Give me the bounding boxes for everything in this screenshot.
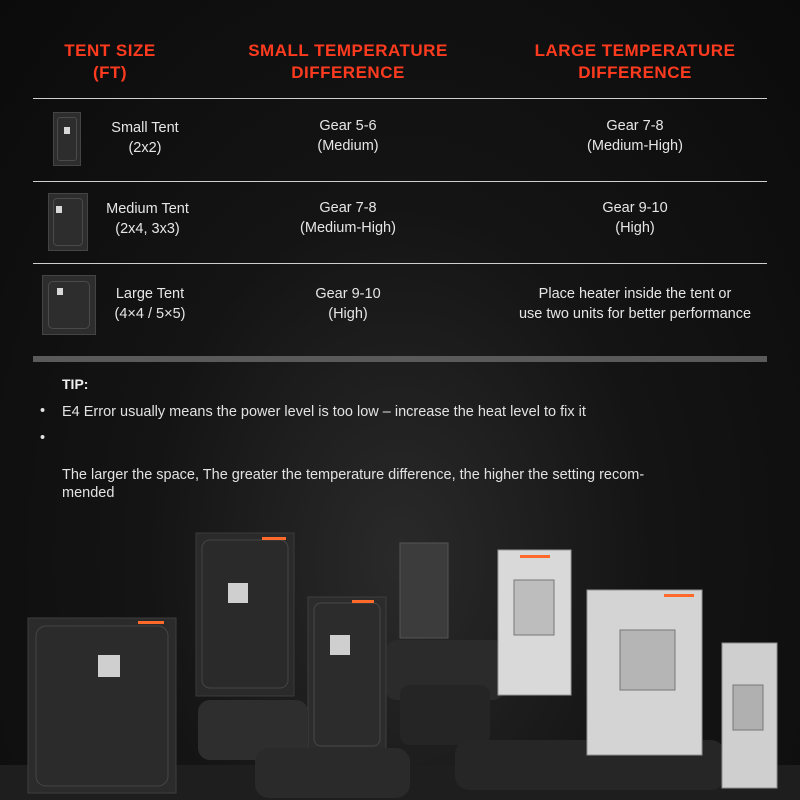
small-tent-icon — [53, 112, 81, 166]
tent-medium-black — [308, 597, 386, 752]
small-diff-level: (Medium-High) — [300, 220, 396, 236]
tent-name: Small Tent — [111, 120, 179, 136]
bullet-icon: • — [40, 430, 46, 446]
header-tent-size: TENT SIZE (FT) — [64, 41, 156, 82]
table-row — [0, 183, 800, 265]
product-scene-illustration — [0, 500, 800, 800]
tent-name: Large Tent — [115, 286, 185, 302]
tip-text: The larger the space, The greater the temperature difference, the higher the setting recom- mended — [62, 467, 645, 501]
table-row — [0, 100, 800, 182]
large-diff-gear: Place heater inside the tent or — [538, 286, 732, 302]
header-large-temp-diff: LARGE TEMPERATURE DIFFERENCE — [534, 41, 736, 82]
header-small-temp-diff: SMALL TEMPERATURE DIFFERENCE — [248, 41, 448, 82]
tent-large-black — [28, 618, 176, 793]
small-diff-gear: Gear 9-10 — [315, 286, 381, 302]
medium-tent-icon — [48, 193, 88, 251]
list-item — [36, 430, 756, 502]
tent-white-small — [722, 643, 777, 788]
tent-size: (4×4 / 5×5) — [114, 306, 186, 322]
table-row — [0, 265, 800, 347]
small-diff-gear: Gear 5-6 — [319, 118, 377, 134]
large-tent-icon — [42, 275, 96, 335]
divider — [33, 98, 767, 99]
small-diff-level: (Medium) — [317, 138, 379, 154]
tent-size: (2x2) — [128, 140, 162, 156]
tent-tall-black — [196, 533, 294, 696]
section-divider — [33, 356, 767, 362]
large-diff-gear: Gear 7-8 — [606, 118, 664, 134]
list-item — [36, 403, 756, 421]
large-diff-level: (High) — [615, 220, 655, 236]
tent-name: Medium Tent — [106, 201, 189, 217]
small-diff-level: (High) — [328, 306, 368, 322]
large-diff-level: use two units for better performance — [518, 306, 752, 322]
tip-list — [36, 403, 756, 511]
divider — [33, 181, 767, 182]
large-diff-gear: Gear 9-10 — [602, 200, 668, 216]
tip-label: TIP: — [62, 376, 89, 392]
bullet-icon: • — [40, 403, 46, 419]
divider — [33, 263, 767, 264]
small-diff-gear: Gear 7-8 — [319, 200, 377, 216]
tent-white-tall — [498, 550, 571, 695]
large-diff-level: (Medium-High) — [587, 138, 683, 154]
tip-text: E4 Error usually means the power level is too low – increase the heat level to fix it — [62, 404, 586, 420]
tent-white-large — [587, 590, 702, 755]
tent-size: (2x4, 3x3) — [115, 221, 180, 237]
